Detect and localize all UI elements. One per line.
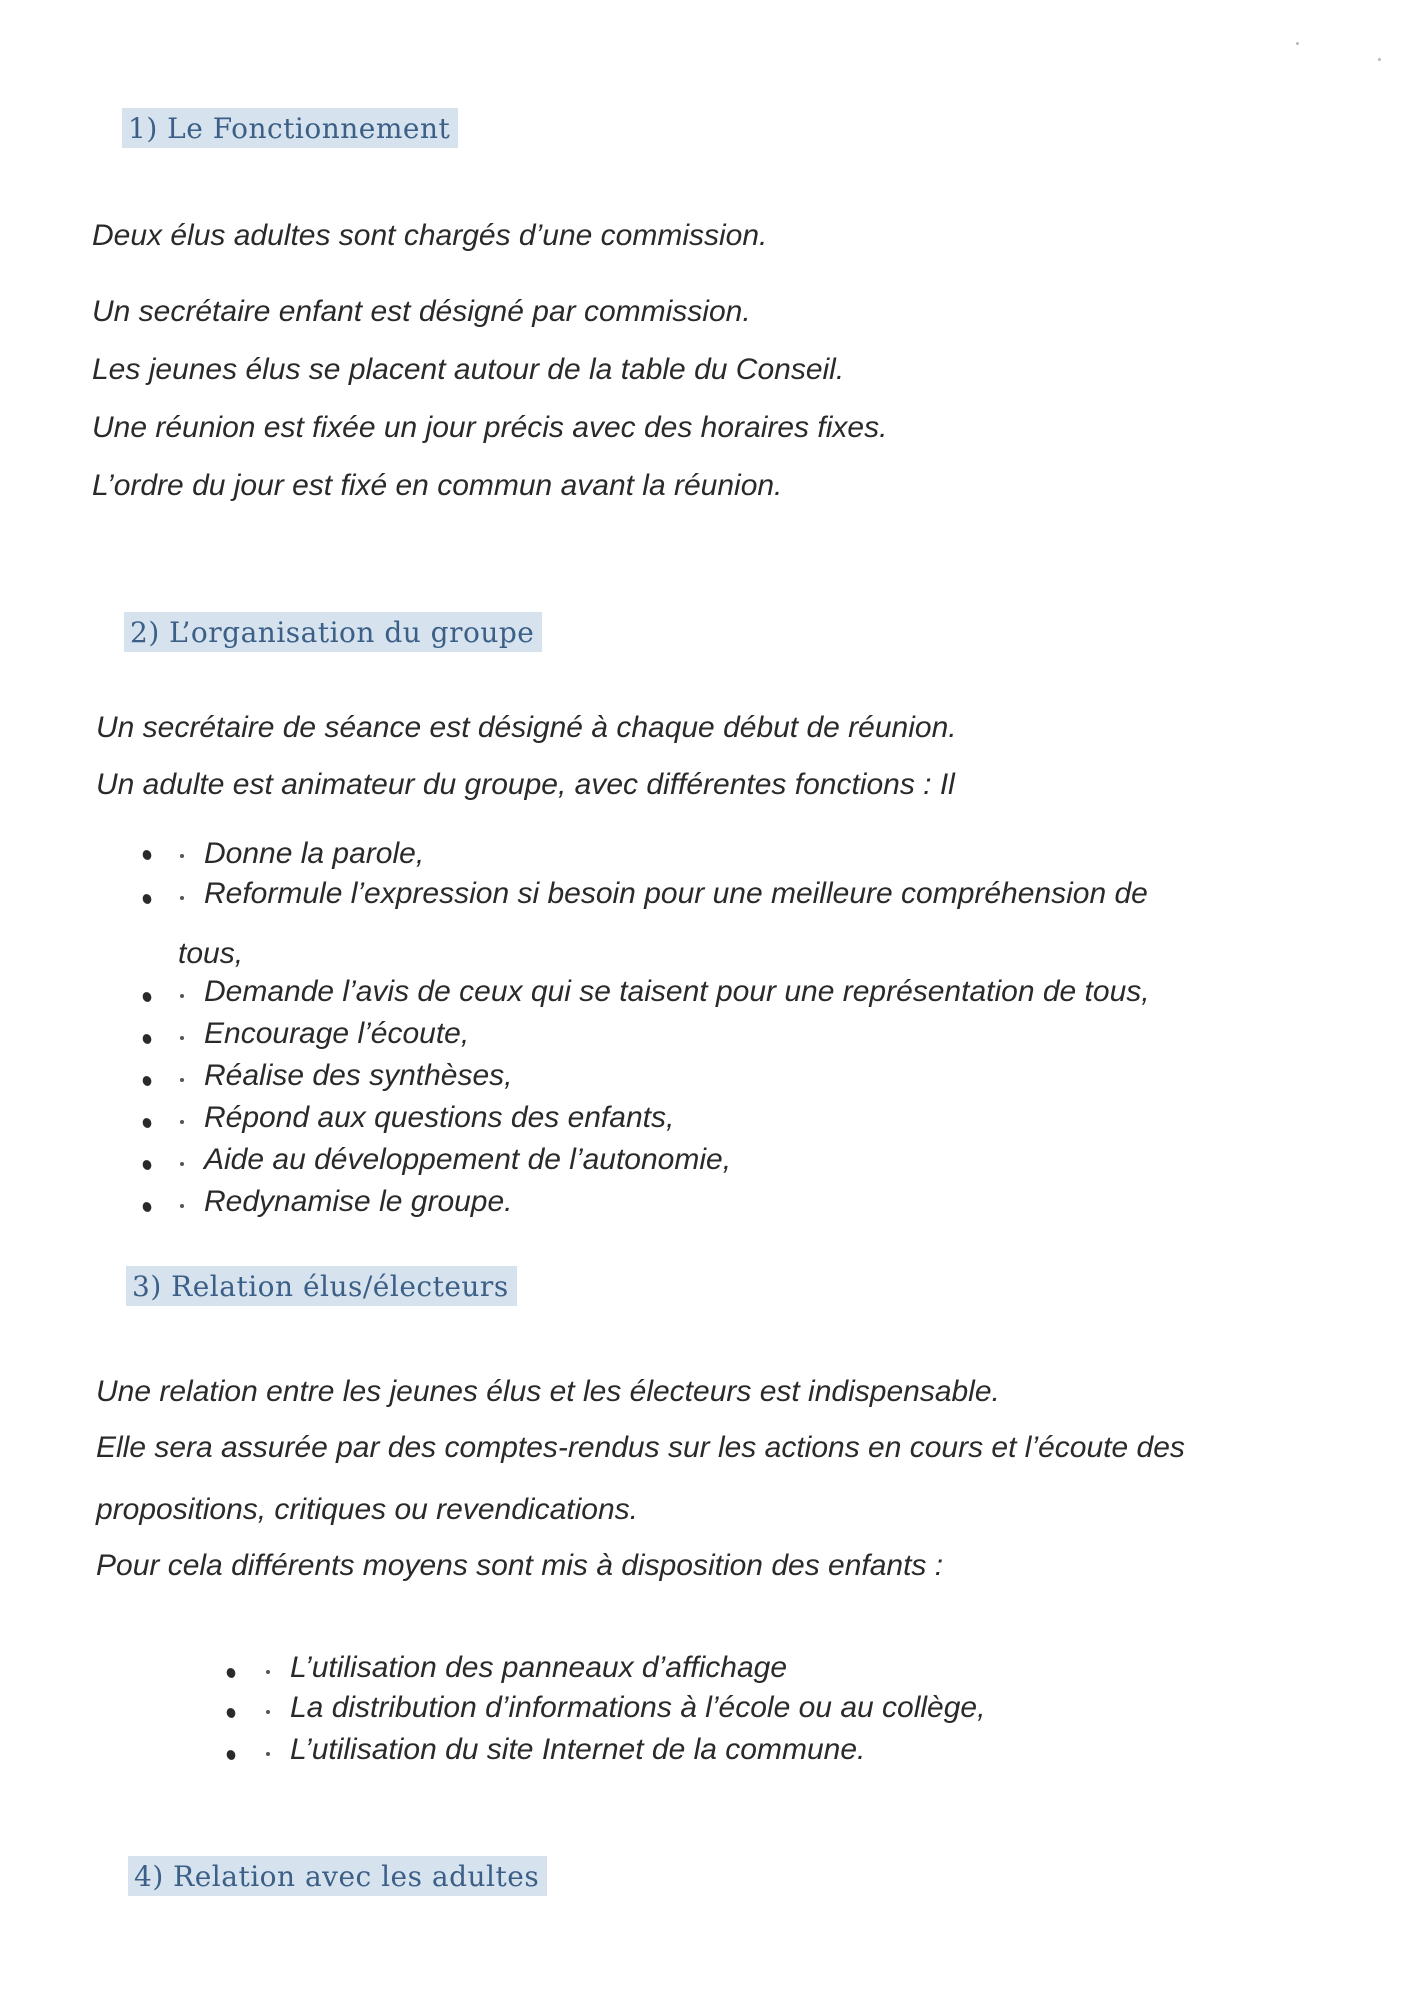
section-3-heading: 3) Relation élus/électeurs [126,1266,517,1306]
section-4-heading: 4) Relation avec les adultes [128,1856,547,1896]
section-1-line-4: Une réunion est fixée un jour précis avec des horaires fixes. [92,411,888,444]
section-1-heading: 1) Le Fonctionnement [122,108,458,148]
list-item-text: Donne la parole, [204,837,425,870]
section-1-line-1: Deux élus adultes sont chargés d’une commission. [92,219,768,252]
section-3-line-2: Elle sera assurée par des comptes-rendus sur les actions en cours et l’écoute des [96,1431,1185,1464]
dot-icon [180,1120,184,1124]
list-item-text: Demande l’avis de ceux qui se taisent pour une représentation de tous, [204,975,1150,1008]
dot-icon [180,1078,184,1082]
scan-speck [1378,58,1381,61]
bullet-icon [141,991,152,1003]
list-item-text: L’utilisation du site Internet de la commune. [290,1733,866,1766]
dot-icon [180,994,184,998]
section-1-line-3: Les jeunes élus se placent autour de la table du Conseil. [92,353,845,386]
scan-speck [1296,42,1299,45]
bullet-icon [141,1033,152,1045]
list-item-text: Reformule l’expression si besoin pour une meilleure compréhension de [204,877,1148,910]
list-item-text: Réalise des synthèses, [204,1059,513,1092]
bullet-icon [141,1075,152,1087]
list-item-text: Aide au développement de l’autonomie, [204,1143,732,1176]
section-2-line-2: Un adulte est animateur du groupe, avec différentes fonctions : Il [96,768,955,801]
section-1-line-2: Un secrétaire enfant est désigné par commission. [92,295,751,328]
section-2-line-1: Un secrétaire de séance est désigné à chaque début de réunion. [96,711,957,744]
dot-icon [266,1710,270,1714]
list-item-text: L’utilisation des panneaux d’affichage [290,1651,788,1684]
bullet-icon [225,1749,236,1761]
list-item-text: Répond aux questions des enfants, [204,1101,675,1134]
section-1-line-5: L’ordre du jour est fixé en commun avant la réunion. [92,469,783,502]
bullet-icon [141,849,152,861]
bullet-icon [141,1159,152,1171]
section-3-line-3: propositions, critiques ou revendications. [96,1493,638,1526]
dot-icon [266,1752,270,1756]
bullet-icon [141,893,152,905]
list-item-text: Redynamise le groupe. [204,1185,513,1218]
bullet-icon [141,1201,152,1213]
section-3-line-1: Une relation entre les jeunes élus et les électeurs est indispensable. [96,1375,1000,1408]
dot-icon [266,1670,270,1674]
list-item-text: Encourage l’écoute, [204,1017,470,1050]
section-2-heading: 2) L’organisation du groupe [124,612,542,652]
list-item-continuation: tous, [178,937,244,970]
bullet-icon [225,1667,236,1679]
section-3-line-4: Pour cela différents moyens sont mis à disposition des enfants : [96,1549,944,1582]
dot-icon [180,1036,184,1040]
bullet-icon [225,1707,236,1719]
dot-icon [180,854,184,858]
list-item-text: La distribution d’informations à l’école ou au collège, [290,1691,986,1724]
dot-icon [180,896,184,900]
dot-icon [180,1162,184,1166]
dot-icon [180,1204,184,1208]
bullet-icon [141,1117,152,1129]
